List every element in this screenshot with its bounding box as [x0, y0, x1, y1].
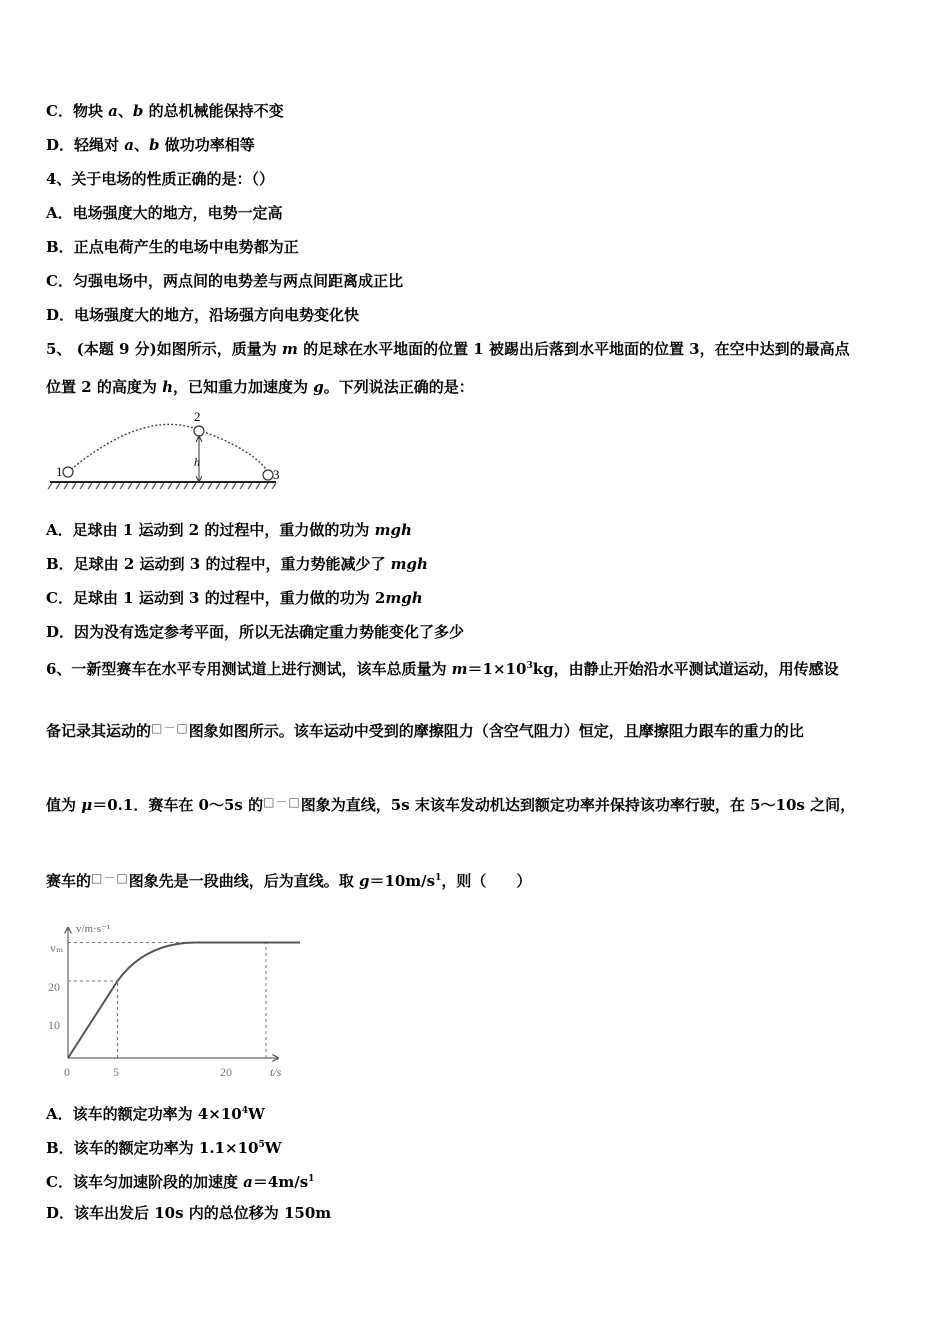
x-tick-20: 20	[220, 1065, 232, 1079]
q6-option-c: C．该车匀加速阶段的加速度 $a=4m/s^1$	[46, 1173, 315, 1191]
q6-stem-line1: 6、一新型赛车在水平专用测试道上进行测试，该车总质量为 $m=1\times 10^3kg$，由静止开始沿水平测试道运动，用传感设	[46, 660, 839, 678]
q6-stem-line4: 赛车的□－□图象先是一段曲线，后为直线。取 $g=10m/s^1$，则（ ）	[46, 868, 531, 891]
q6-option-a: A．该车的额定功率为 $4\times 10^4W$	[46, 1105, 265, 1123]
q6-option-d: D．该车出发后 10s 内的总位移为 150m	[46, 1204, 332, 1222]
q6-option-b: B．该车的额定功率为 $1.1\times 10^5W$	[46, 1139, 282, 1157]
q4-stem: 4、关于电场的性质正确的是：（）	[46, 170, 274, 188]
missing-glyph-icon: □－□	[151, 721, 189, 735]
q5-stem-line1: 5、 (本题 9 分)如图所示，质量为 m 的足球在水平地面的位置 1 被踢出后落到水平地面的位置 3，在空中达到的最高点	[46, 340, 850, 358]
y-tick-10: 10	[48, 1018, 60, 1032]
y-tick-vm: vₘ	[50, 941, 64, 955]
ground-hatch	[48, 483, 276, 489]
q4-option-d: D．电场强度大的地方，沿场强方向电势变化快	[46, 306, 360, 324]
q5-option-a: A．足球由 1 运动到 2 的过程中，重力做的功为 mgh	[46, 521, 412, 539]
q3-option-c: C．物块 a、b 的总机械能保持不变	[46, 102, 284, 120]
y-tick-20: 20	[48, 980, 60, 994]
q5-trajectory-figure	[44, 406, 284, 494]
ball-position-3	[263, 470, 273, 480]
q4-option-a: A．电场强度大的地方，电势一定高	[46, 204, 283, 222]
q5-option-b: B．足球由 2 运动到 3 的过程中，重力势能减少了 mgh	[46, 555, 428, 573]
velocity-segment-1	[118, 943, 197, 982]
x-tick-5: 5	[113, 1065, 119, 1079]
trajectory-path	[68, 424, 268, 472]
missing-glyph-icon: □－□	[91, 871, 129, 885]
label-height: h	[194, 455, 200, 469]
q4-option-c: C．匀强电场中，两点间的电势差与两点间距离成正比	[46, 272, 403, 290]
ball-position-2	[194, 426, 204, 436]
q6-velocity-time-graph	[40, 918, 300, 1084]
label-position-3: 3	[273, 467, 280, 482]
q3-option-d: D．轻绳对 a、b 做功功率相等	[46, 136, 255, 154]
q4-option-b: B．正点电荷产生的电场中电势都为正	[46, 238, 299, 256]
q6-stem-line3: 值为 μ＝0.1．赛车在 0～5s 的□－□图象为直线，5s 末该车发动机达到额定功率并保持该功率行驶，在 5～10s 之间，	[46, 792, 855, 815]
x-tick-0: 0	[64, 1065, 70, 1079]
ball-position-1	[63, 467, 73, 477]
label-position-1: 1	[56, 464, 63, 479]
velocity-segment-0	[68, 981, 118, 1058]
q6-stem-line2: 备记录其运动的□－□图象如图所示。该车运动中受到的摩擦阻力（含空气阻力）恒定，且摩擦阻力跟车的重力的比	[46, 718, 804, 741]
x-axis-label: t/s	[270, 1065, 282, 1079]
label-position-2: 2	[194, 409, 201, 424]
q5-option-d: D．因为没有选定参考平面，所以无法确定重力势能变化了多少	[46, 623, 465, 641]
q5-stem-line2: 位置 2 的高度为 h，已知重力加速度为 g。下列说法正确的是：	[46, 378, 474, 396]
q5-option-c: C．足球由 1 运动到 3 的过程中，重力做的功为 2mgh	[46, 589, 423, 607]
missing-glyph-icon: □－□	[263, 795, 301, 809]
y-axis-label: v/m·s⁻¹	[76, 923, 111, 935]
